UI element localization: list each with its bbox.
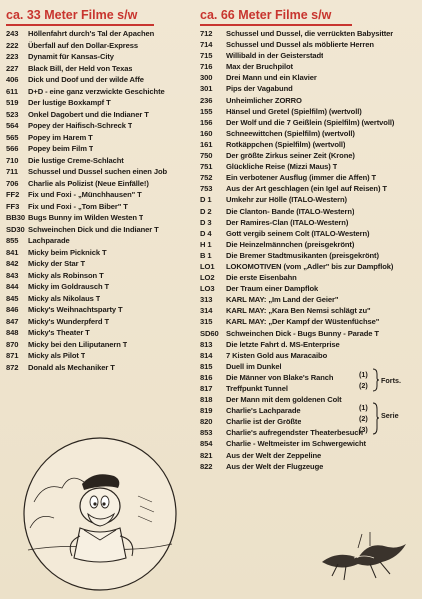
film-title: D+D - eine ganz verzwickte Geschichte — [28, 86, 165, 96]
film-code: 519 — [6, 98, 19, 107]
film-title: Micky der Star T — [28, 259, 86, 268]
film-code: 227 — [6, 63, 19, 73]
film-title: Hänsel und Gretel (Spielfilm) (wertvoll) — [226, 106, 362, 116]
right-film-row — [200, 261, 418, 272]
note-serie-3: (3) — [359, 425, 368, 434]
film-code: 565 — [6, 132, 19, 142]
left-film-row — [6, 74, 202, 86]
film-title: Bugs Bunny im Wilden Westen T — [28, 213, 144, 222]
film-code: B 1 — [200, 250, 212, 260]
right-film-row — [200, 361, 418, 372]
forts-label: Forts. — [381, 376, 401, 385]
film-code: 872 — [6, 362, 19, 372]
right-film-row — [200, 328, 418, 339]
right-film-row — [200, 272, 418, 283]
left-film-row — [6, 201, 202, 213]
bracket-serie — [372, 402, 380, 435]
note-part-1: (1) — [359, 370, 368, 379]
film-title: Popey im Harem T — [28, 132, 93, 142]
film-code: 715 — [200, 51, 213, 61]
right-film-list — [200, 28, 418, 472]
right-film-row — [200, 139, 418, 150]
left-film-row — [6, 224, 202, 236]
left-film-row — [6, 270, 202, 282]
left-film-row — [6, 189, 202, 201]
film-title: Micky im Goldrausch T — [28, 282, 110, 291]
film-code: 706 — [6, 178, 19, 188]
film-code: FF3 — [6, 201, 20, 211]
film-code: 822 — [200, 461, 213, 471]
film-code: D 1 — [200, 195, 212, 205]
film-code: 845 — [6, 293, 19, 303]
film-title: Die erste Eisenbahn — [226, 273, 297, 283]
film-title: Die Bremer Stadtmusikanten (preisgekrönt) — [226, 250, 379, 260]
film-code: BB30 — [6, 213, 26, 222]
left-film-row — [6, 120, 202, 132]
film-code: 853 — [200, 428, 213, 438]
right-heading: ca. 66 Meter Filme s/w — [200, 8, 332, 22]
film-code: 841 — [6, 247, 19, 257]
left-film-row — [6, 155, 202, 167]
right-film-row — [200, 450, 418, 461]
right-film-row — [200, 217, 418, 228]
film-code: 406 — [6, 75, 19, 84]
film-title: Micky als Nikolaus T — [28, 293, 101, 303]
film-title: Charlie - Weltmeister im Schwergewicht — [226, 439, 366, 449]
film-title: Die lustige Creme-Schlacht — [28, 155, 124, 165]
left-film-row — [6, 293, 202, 305]
film-code: LO1 — [200, 261, 215, 271]
film-code: 161 — [200, 139, 213, 149]
film-code: 815 — [200, 361, 213, 371]
note-serie-1: (1) — [359, 403, 368, 412]
film-code: 243 — [6, 29, 19, 38]
film-title: Treffpunkt Tunnel — [226, 384, 288, 393]
film-title: LOKOMOTIVEN (vom „Adler" bis zur Dampflok) — [226, 261, 394, 271]
film-code: 223 — [6, 52, 19, 61]
left-film-row — [6, 327, 202, 339]
right-film-row — [200, 427, 418, 438]
film-title: Micky als Robinson T — [28, 270, 104, 280]
left-heading: ca. 33 Meter Filme s/w — [6, 8, 138, 22]
film-title: Schussel und Dussel als möblierte Herren — [226, 40, 374, 50]
film-title: Schweinchen Dick und die Indianer T — [28, 224, 159, 234]
bird-sketch-illustration — [318, 528, 412, 588]
film-code: 301 — [200, 84, 213, 94]
film-code: 854 — [200, 439, 213, 449]
left-film-row — [6, 28, 202, 40]
film-code: 818 — [200, 395, 213, 405]
note-serie-2: (2) — [359, 414, 368, 423]
left-column — [6, 8, 202, 373]
right-film-row — [200, 95, 418, 106]
film-code: 871 — [6, 351, 19, 360]
film-title: Schussel und Dussel, die verrückten Babysitter — [226, 29, 394, 38]
film-code: 855 — [6, 236, 19, 245]
film-title: Donald als Mechaniker T — [28, 362, 115, 372]
film-title: Höllenfahrt durch's Tal der Apachen — [28, 29, 155, 38]
right-film-row — [200, 39, 418, 50]
left-film-row — [6, 97, 202, 109]
film-title: Micky als Pilot T — [28, 351, 86, 360]
left-film-row — [6, 281, 202, 293]
film-title: Schussel und Dussel suchen einen Job — [28, 167, 168, 176]
film-title: Dick und Doof und der wilde Affe — [28, 75, 144, 84]
right-film-row — [200, 150, 418, 161]
right-film-row — [200, 183, 418, 194]
left-film-row — [6, 247, 202, 259]
left-film-row — [6, 362, 202, 374]
film-title: Aus der Welt der Zeppeline — [226, 450, 322, 460]
film-code: 870 — [6, 339, 19, 349]
left-film-row — [6, 166, 202, 178]
film-code: 236 — [200, 95, 213, 105]
right-column — [200, 8, 418, 472]
film-code: SD60 — [200, 328, 219, 338]
film-title: Micky's Theater T — [28, 328, 90, 337]
right-film-row — [200, 106, 418, 117]
left-film-row — [6, 258, 202, 270]
film-code: 814 — [200, 350, 213, 360]
film-title: Micky's Wunderpferd T — [28, 316, 110, 326]
donald-duck-illustration — [14, 432, 186, 594]
bracket-forts — [372, 368, 380, 392]
film-code: 753 — [200, 184, 213, 194]
left-film-row — [6, 51, 202, 63]
film-code: LO3 — [200, 284, 215, 294]
film-title: Der Ramires-Clan (ITALO-Western) — [226, 217, 349, 227]
film-title: KARL MAY: „Kara Ben Nemsi schlägt zu" — [226, 306, 371, 316]
film-code: 817 — [200, 384, 213, 393]
right-heading-underline — [200, 24, 352, 26]
film-code: 523 — [6, 109, 19, 119]
left-film-row — [6, 63, 202, 75]
film-title: Charlie als Polizist (Neue Einfälle!) — [28, 178, 149, 188]
right-film-row — [200, 283, 418, 294]
right-film-row — [200, 28, 418, 39]
left-film-list — [6, 28, 202, 373]
film-title: KARL MAY: „Im Land der Geier" — [226, 295, 339, 305]
left-film-row — [6, 132, 202, 144]
right-film-row — [200, 206, 418, 217]
film-code: 752 — [200, 173, 213, 183]
left-film-row — [6, 212, 202, 224]
film-code: 842 — [6, 259, 19, 268]
left-film-row — [6, 235, 202, 247]
film-code: 848 — [6, 328, 19, 337]
film-code: 313 — [200, 295, 213, 305]
film-code: 712 — [200, 29, 213, 38]
film-title: Onkel Dagobert und die Indianer T — [28, 109, 149, 119]
film-title: Micky beim Picknick T — [28, 247, 107, 257]
note-part-2: (2) — [359, 381, 368, 390]
film-title: 7 Kisten Gold aus Maracaibo — [226, 350, 328, 360]
film-title: Aus der Art geschlagen (ein Igel auf Reisen) T — [226, 184, 387, 194]
film-title: Der lustige Boxkampf T — [28, 98, 111, 107]
film-code: 716 — [200, 62, 213, 72]
film-code: 843 — [6, 270, 19, 280]
right-film-row — [200, 316, 418, 327]
left-heading-underline — [6, 24, 154, 26]
film-code: 300 — [200, 73, 213, 83]
film-code: 315 — [200, 317, 213, 327]
film-title: Die Männer von Blake's Ranch — [226, 372, 334, 382]
right-film-row — [200, 72, 418, 83]
film-title: Rotkäppchen (Spielfilm) (wertvoll) — [226, 139, 346, 149]
film-title: Der größte Zirkus seiner Zeit (Krone) — [226, 151, 355, 161]
film-code: FF2 — [6, 190, 20, 199]
film-code: 750 — [200, 151, 213, 161]
film-title: Glückliche Reise (Mizzi Maus) T — [226, 162, 338, 172]
film-title: Die Clanton- Bande (ITALO-Western) — [226, 206, 355, 216]
film-title: Ein verbotener Ausflug (immer die Affen) T — [226, 173, 377, 183]
film-title: Max der Bruchpilot — [226, 62, 293, 72]
film-title: Dynamit für Kansas-City — [28, 52, 114, 61]
film-code: 222 — [6, 40, 19, 50]
right-film-row — [200, 461, 418, 472]
film-title: Umkehr zur Hölle (ITALO-Western) — [226, 195, 347, 205]
film-title: Charlie's aufregendster Theaterbesuch — [226, 428, 363, 438]
film-code: 564 — [6, 121, 19, 130]
left-film-row — [6, 86, 202, 98]
right-film-row — [200, 194, 418, 205]
film-code: 155 — [200, 106, 213, 116]
serie-label: Serie — [381, 411, 399, 420]
film-code: 820 — [200, 417, 213, 427]
film-code: D 2 — [200, 206, 212, 216]
right-film-row — [200, 250, 418, 261]
film-title: Black Bill, der Held von Texas — [28, 63, 133, 73]
left-film-row — [6, 339, 202, 351]
film-title: Die letzte Fahrt d. MS-Enterprise — [226, 339, 340, 349]
film-title: Charlie ist der Größte — [226, 417, 302, 427]
film-title: Der Mann mit dem goldenen Colt — [226, 395, 342, 405]
film-code: 710 — [6, 155, 19, 165]
film-title: Willibald in der Geisterstadt — [226, 51, 324, 61]
film-title: Schweinchen Dick - Bugs Bunny - Parade T — [226, 328, 379, 338]
film-title: Schneewittchen (Spielfilm) (wertvoll) — [226, 128, 355, 138]
film-code: D 4 — [200, 228, 212, 238]
film-code: 844 — [6, 282, 19, 291]
film-title: Micky's Weihnachtsparty T — [28, 305, 123, 314]
film-title: Überfall auf den Dollar-Express — [28, 40, 138, 50]
left-film-row — [6, 316, 202, 328]
left-film-row — [6, 350, 202, 362]
right-film-row — [200, 438, 418, 449]
film-code: D 3 — [200, 217, 212, 227]
right-film-row — [200, 239, 418, 250]
right-film-row — [200, 394, 418, 405]
film-code: 156 — [200, 117, 213, 127]
film-title: Die Heinzelmännchen (preisgekrönt) — [226, 239, 355, 249]
film-title: Charlie's Lachparade — [226, 406, 301, 416]
film-title: Der Wolf und die 7 Geißlein (Spielfilm) (wertvoll) — [226, 117, 395, 127]
film-code: 847 — [6, 316, 19, 326]
film-title: Unheimlicher ZORRO — [226, 95, 302, 105]
film-code: 821 — [200, 450, 213, 460]
left-film-row — [6, 109, 202, 121]
film-title: Gott vergib seinem Colt (ITALO-Western) — [226, 228, 370, 238]
right-film-row — [200, 83, 418, 94]
film-title: Duell im Dunkel — [226, 361, 282, 371]
film-code: 314 — [200, 306, 213, 316]
right-film-row — [200, 339, 418, 350]
film-code: 816 — [200, 372, 213, 382]
film-title: Lachparade — [28, 236, 70, 245]
film-title: Fix und Foxi - „Münchhausen" T — [28, 190, 142, 199]
film-title: Aus der Welt der Flugzeuge — [226, 461, 324, 471]
film-title: Der Traum einer Dampflok — [226, 284, 319, 294]
film-title: Pips der Vagabund — [226, 84, 293, 94]
film-title: KARL MAY: „Der Kampf der Wüstenfüchse" — [226, 317, 380, 327]
film-code: 819 — [200, 406, 213, 416]
film-code: 813 — [200, 339, 213, 349]
right-film-row — [200, 61, 418, 72]
film-code: 846 — [6, 305, 19, 314]
right-film-row — [200, 117, 418, 128]
film-code: SD30 — [6, 224, 25, 234]
right-film-row — [200, 50, 418, 61]
right-film-row — [200, 294, 418, 305]
film-code: LO2 — [200, 273, 215, 283]
left-film-row — [6, 143, 202, 155]
right-film-row — [200, 161, 418, 172]
left-film-row — [6, 304, 202, 316]
film-code: 160 — [200, 128, 213, 138]
film-code: 714 — [200, 40, 213, 50]
left-film-row — [6, 40, 202, 52]
left-film-row — [6, 178, 202, 190]
right-film-row — [200, 305, 418, 316]
right-film-row — [200, 228, 418, 239]
film-title: Micky bei den Liliputanern T — [28, 339, 128, 349]
right-film-row — [200, 128, 418, 139]
film-title: Popey beim Film T — [28, 144, 94, 153]
film-code: 611 — [6, 86, 18, 96]
film-code: 711 — [6, 167, 18, 176]
film-title: Popey der Haifisch-Schreck T — [28, 121, 133, 130]
film-code: 751 — [200, 162, 213, 172]
film-code: H 1 — [200, 239, 212, 249]
film-title: Fix und Foxi - „Tom Biber" T — [28, 201, 128, 211]
right-film-row — [200, 172, 418, 183]
film-title: Drei Mann und ein Klavier — [226, 73, 317, 83]
film-code: 566 — [6, 144, 19, 153]
right-film-row — [200, 350, 418, 361]
